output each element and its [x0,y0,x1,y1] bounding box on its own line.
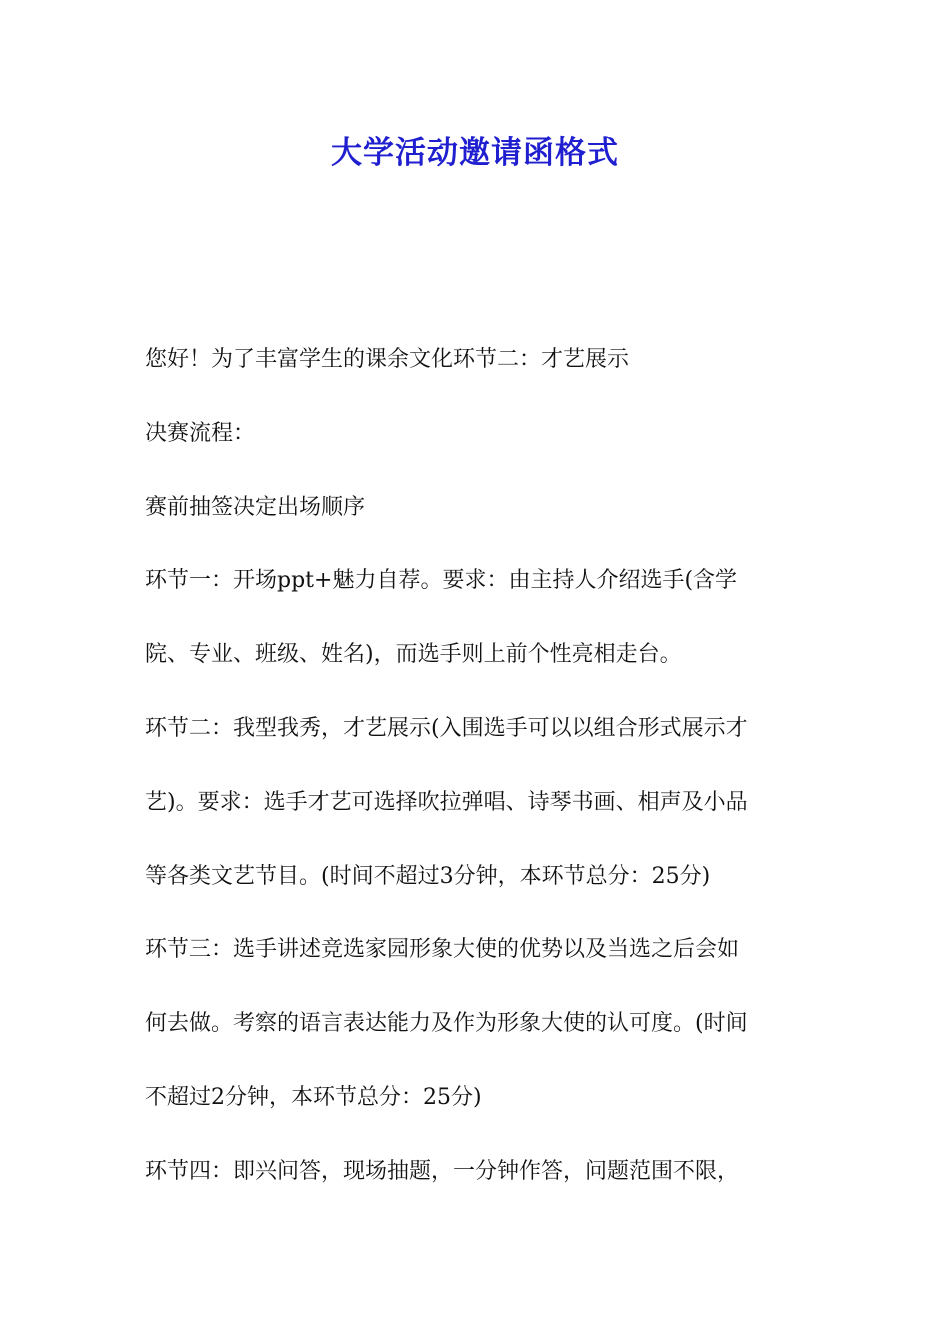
paragraph-line: 何去做。考察的语言表达能力及作为形象大使的认可度。(时间 [145,1011,748,1037]
paragraph-line: 等各类文艺节目。(时间不超过3分钟，本环节总分：25分) [145,863,711,889]
paragraph-line: 决赛流程： [145,420,256,446]
paragraph-line: 不超过2分钟，本环节总分：25分) [145,1084,482,1110]
paragraph-line: 环节一：开场ppt+魅力自荐。要求：由主持人介绍选手(含学 [145,568,738,594]
paragraph-line: 院、专业、班级、姓名)，而选手则上前个性亮相走台。 [145,642,682,668]
document-body [145,341,815,1227]
paragraph-line: 您好！为了丰富学生的课余文化环节二：才艺展示 [145,347,630,372]
paragraph-line: 赛前抽签决定出场顺序 [145,494,366,520]
document-title: 大学活动邀请函格式 [331,135,619,171]
paragraph-line: 环节四：即兴问答，现场抽题，一分钟作答，问题范围不限， [145,1158,740,1184]
paragraph-line: 艺)。要求：选手才艺可选择吹拉弹唱、诗琴书画、相声及小品 [145,789,748,815]
paragraph-line: 环节三：选手讲述竞选家园形象大使的优势以及当选之后会如 [145,937,740,963]
paragraph-line: 环节二：我型我秀，才艺展示(入围选手可以以组合形式展示才 [145,715,748,741]
